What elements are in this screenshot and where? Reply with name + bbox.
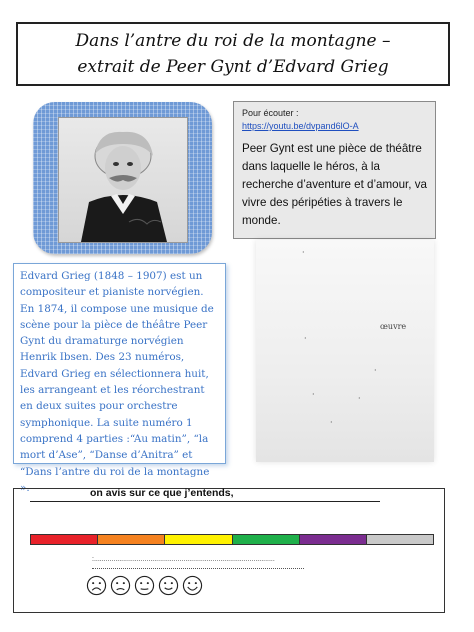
neutral-face-icon[interactable] [134, 575, 155, 596]
scan-speck: · [302, 248, 305, 257]
scan-speck: · [312, 390, 315, 399]
color-scale-segment[interactable] [165, 535, 232, 544]
color-scale-segment[interactable] [300, 535, 367, 544]
listen-label: Pour écouter : [242, 108, 299, 118]
scan-speck: · [304, 334, 307, 343]
grieg-portrait-photo [58, 117, 188, 243]
smiley-scale [86, 575, 203, 596]
scan-speck: · [358, 394, 361, 403]
answer-line[interactable]: :............................................................................................. [92, 556, 304, 569]
opinion-title: on avis sur ce que j’entends, [30, 487, 380, 502]
story-description: Peer Gynt est une pièce de théâtre dans laquelle le héros, à la recherche d’aventure et d’amour, va vivre des péripéties à travers le monde. [242, 142, 427, 227]
sad-face-icon[interactable] [110, 575, 131, 596]
biography-text: Edvard Grieg (1848 – 1907) est un compositeur et pianiste norvégien. En 1874, il compose une musique de scène pour la pièce de théâtre Peer Gynt du dramaturge norvégien Henrik Ibsen. Des 23 numéros, Edvard Grieg en sélectionnera huit, les arrangeant et les réorchestrant en deux suites pour orchestre symphonique. La suite numéro 1 comprend 4 parties :“Au matin”, “la mort d’Ase”, “Danse d’Anitra” et “Dans l’antre du roi de la montagne ». [20, 270, 214, 494]
title-line-1: Dans l’antre du roi de la montagne – [75, 31, 391, 51]
happy-face-icon[interactable] [158, 575, 179, 596]
opinion-box [13, 488, 445, 613]
listen-info-box [233, 101, 436, 239]
very-happy-face-icon[interactable] [182, 575, 203, 596]
scanned-faint-page [256, 240, 434, 462]
scan-speck: · [330, 418, 333, 427]
title-box [16, 22, 450, 86]
scan-speck: · [374, 366, 377, 375]
color-scale-segment[interactable] [367, 535, 433, 544]
title-line-2: extrait de Peer Gynt d’Edvard Grieg [77, 57, 389, 77]
color-scale-segment[interactable] [98, 535, 165, 544]
color-scale-segment[interactable] [31, 535, 98, 544]
very-sad-face-icon[interactable] [86, 575, 107, 596]
youtube-link[interactable]: https://youtu.be/dvpand6lO-A [242, 121, 359, 131]
scan-word: œuvre [380, 322, 407, 331]
color-scale-segment[interactable] [233, 535, 300, 544]
color-scale-bar[interactable] [30, 534, 434, 545]
